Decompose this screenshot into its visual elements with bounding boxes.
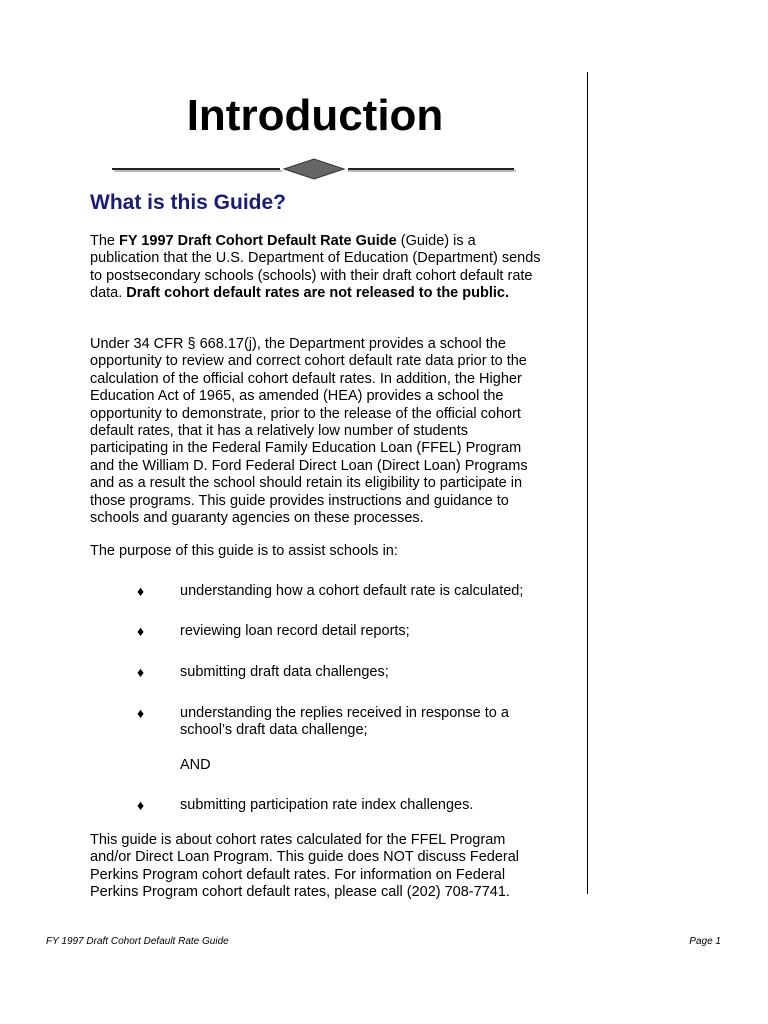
conjunction-text: AND — [180, 757, 211, 773]
list-item: submitting draft data challenges; — [180, 664, 389, 680]
scope-paragraph: This guide is about cohort rates calculated for the FFEL Program and/or Direct Loan Program. This guide does NOT discuss Federal Perkins Program cohort default rates. For information on Federal Perkins Program cohort default rates, please call (202) 708-7741. — [90, 832, 520, 901]
title-divider — [112, 155, 516, 183]
list-item: submitting participation rate index challenges. — [180, 797, 474, 813]
list-item: understanding the replies received in response to a school’s draft data challenge; — [180, 705, 509, 739]
divider-diamond-icon — [284, 159, 344, 179]
list-item: reviewing loan record detail reports; — [180, 623, 410, 639]
public-release-note: Draft cohort default rates are not released to the public. — [126, 285, 509, 302]
footer-title: FY 1997 Draft Cohort Default Rate Guide — [46, 936, 229, 947]
regulation-paragraph: Under 34 CFR § 668.17(j), the Department provides a school the opportunity to review and correct cohort default rate data prior to the calculation of the official cohort default rates. In addition, the Higher Education Act of 1965, as amended (HEA) provides a school the opportunity to demonstrate, prior to the release of the official cohort default rates, that it has a relatively low number of students participating in the Federal Family Education Loan (FFEL) Program and the William D. Ford Federal Direct Loan (Direct Loan) Programs and as a result the school should retain its eligibility to participate in those programs. This guide provides instructions and guidance to schools and guaranty agencies on these processes. — [90, 336, 528, 527]
page-number: Page 1 — [689, 936, 721, 947]
diamond-bullet-icon: ♦ — [137, 664, 145, 680]
list-item: understanding how a cohort default rate is calculated; — [180, 583, 524, 599]
diamond-bullet-icon: ♦ — [137, 797, 145, 813]
intro-paragraph: The FY 1997 Draft Cohort Default Rate Guide (Guide) is a publication that the U.S. Department of Education (Department) sends to postsecondary schools (schools) with their draft cohort default rate data. Draft cohort default rates are not released to the public. — [90, 233, 541, 302]
diamond-bullet-icon: ♦ — [137, 623, 145, 639]
diamond-bullet-icon: ♦ — [137, 583, 145, 599]
section-heading: What is this Guide? — [90, 191, 287, 214]
margin-rule — [587, 72, 588, 894]
diamond-bullet-icon: ♦ — [137, 705, 145, 721]
page-title: Introduction — [186, 91, 444, 140]
guide-title: FY 1997 Draft Cohort Default Rate Guide — [119, 233, 397, 249]
purpose-paragraph: The purpose of this guide is to assist schools in: — [90, 543, 398, 559]
